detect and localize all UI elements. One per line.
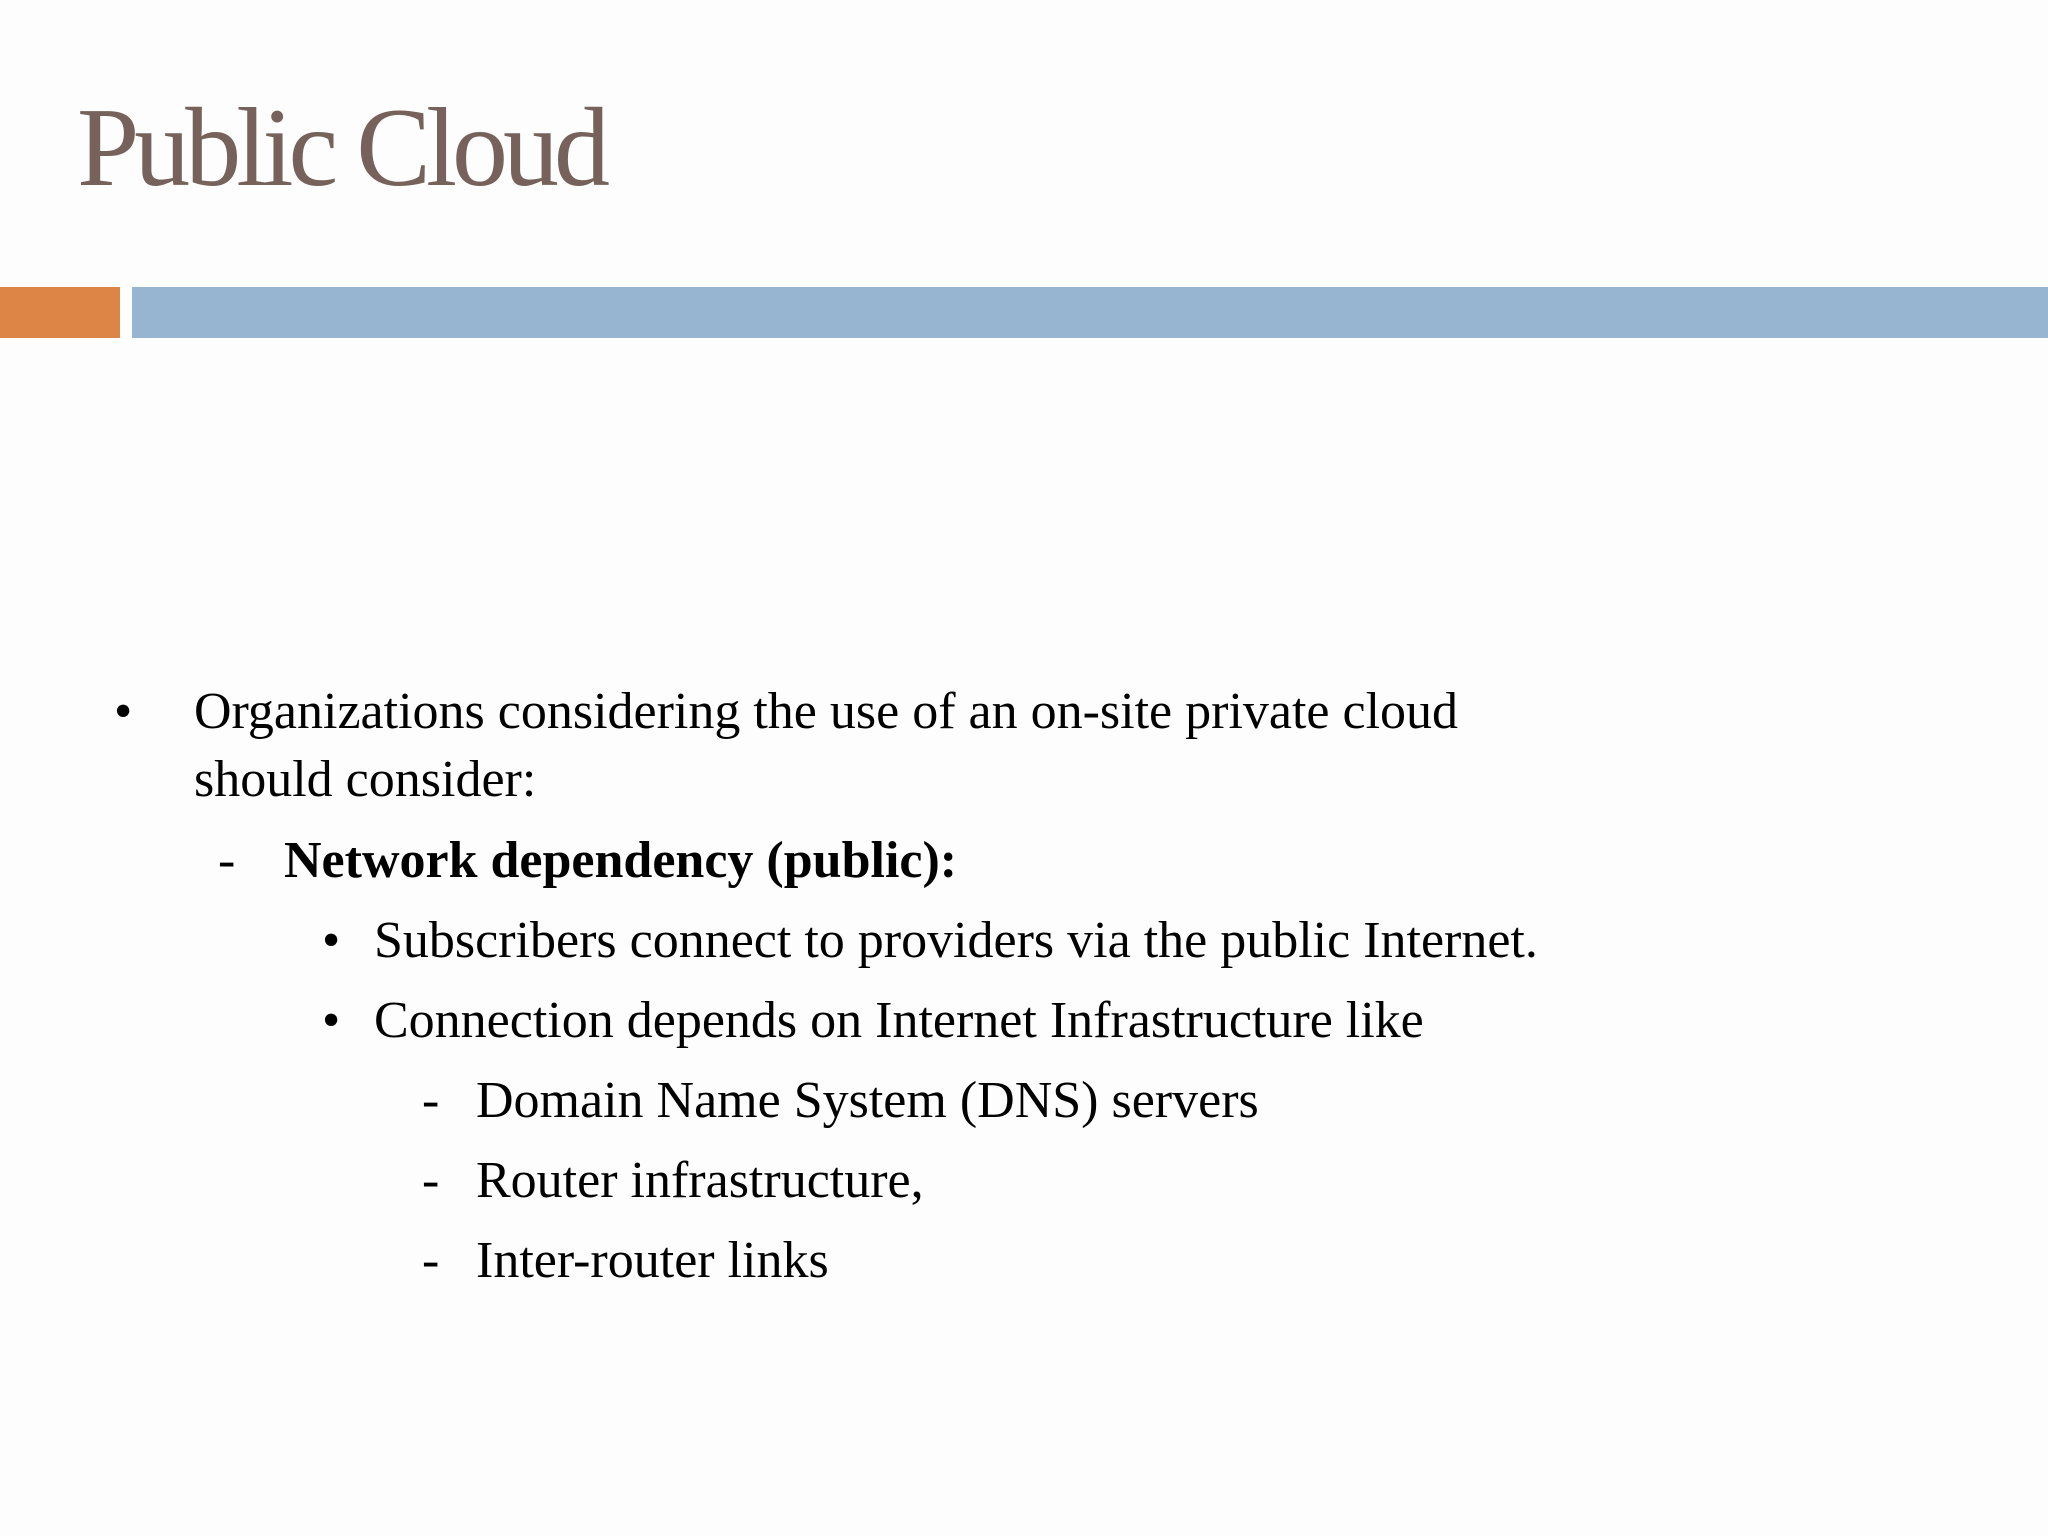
dash-text-router: Router infrastructure, [476,1152,924,1209]
dash-marker-level4: - [422,1232,440,1289]
slide-title: Public Cloud [77,86,606,210]
bullet-text-subscribers: Subscribers connect to providers via the public Internet. [374,912,1538,969]
bullet-text-level1-line1: Organizations considering the use of an on-site private cloud [194,683,1459,740]
bullet-marker-level1: • [114,683,133,740]
bullet-marker-level3: • [322,912,341,969]
subheading-network-dependency: Network dependency (public): [284,832,958,889]
dash-text-inter-router: Inter-router links [476,1232,829,1289]
dash-marker-level4: - [422,1152,440,1209]
dash-marker-level4: - [422,1072,440,1129]
bullet-text-connection: Connection depends on Internet Infrastructure like [374,992,1424,1049]
bullet-marker-level3: • [322,992,341,1049]
dash-text-dns: Domain Name System (DNS) servers [476,1072,1259,1129]
bullet-text-level1-line2: should consider: [194,751,537,808]
dash-marker-level2: - [218,832,236,889]
